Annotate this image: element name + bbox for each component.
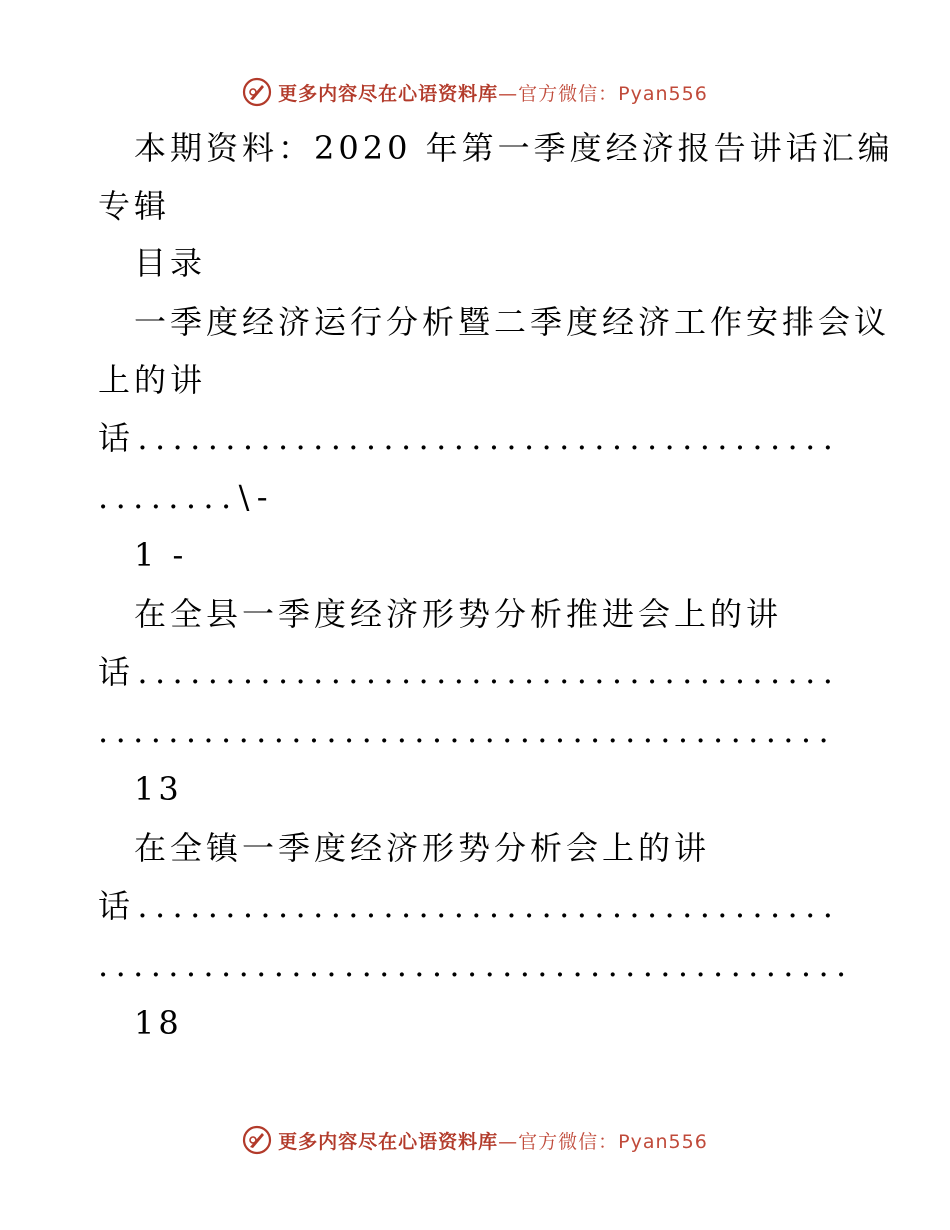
toc-entry-leader-continued: ........\- — [98, 478, 275, 516]
doc-title-continued: 专辑 — [98, 187, 171, 225]
watermark-text: 更多内容尽在心语资料库—官方微信：Pyan556 — [278, 82, 708, 105]
toc-entry-title: 在全镇一季度经济形势分析会上的讲 — [134, 829, 711, 867]
watermark-banner-top — [0, 72, 950, 112]
toc-entry-leader: 话........................................ — [98, 653, 841, 691]
toc-entry-page: 1 - — [134, 536, 188, 574]
watermark-text: 更多内容尽在心语资料库—官方微信：Pyan556 — [278, 1130, 708, 1153]
toc-entry-leader-continued: ........................................... — [98, 946, 854, 984]
quill-circle-logo-icon — [242, 1125, 272, 1155]
toc-heading: 目录 — [134, 244, 207, 282]
toc-entry-page: 18 — [134, 1004, 183, 1042]
toc-entry-page: 13 — [134, 770, 183, 808]
toc-entry-leader: 话........................................ — [98, 419, 841, 457]
toc-entry-title-continued: 上的讲 — [98, 361, 207, 399]
quill-circle-logo-icon — [242, 77, 272, 107]
toc-entry-leader: 话........................................ — [98, 887, 841, 925]
doc-title: 本期资料：2020 年第一季度经济报告讲话汇编 — [134, 129, 894, 167]
toc-entry-title: 在全县一季度经济形势分析推进会上的讲 — [134, 595, 783, 633]
toc-entry-leader-continued: .......................................... — [98, 712, 837, 750]
watermark-banner-bottom — [0, 1120, 950, 1160]
toc-entry-title: 一季度经济运行分析暨二季度经济工作安排会议 — [134, 303, 891, 341]
